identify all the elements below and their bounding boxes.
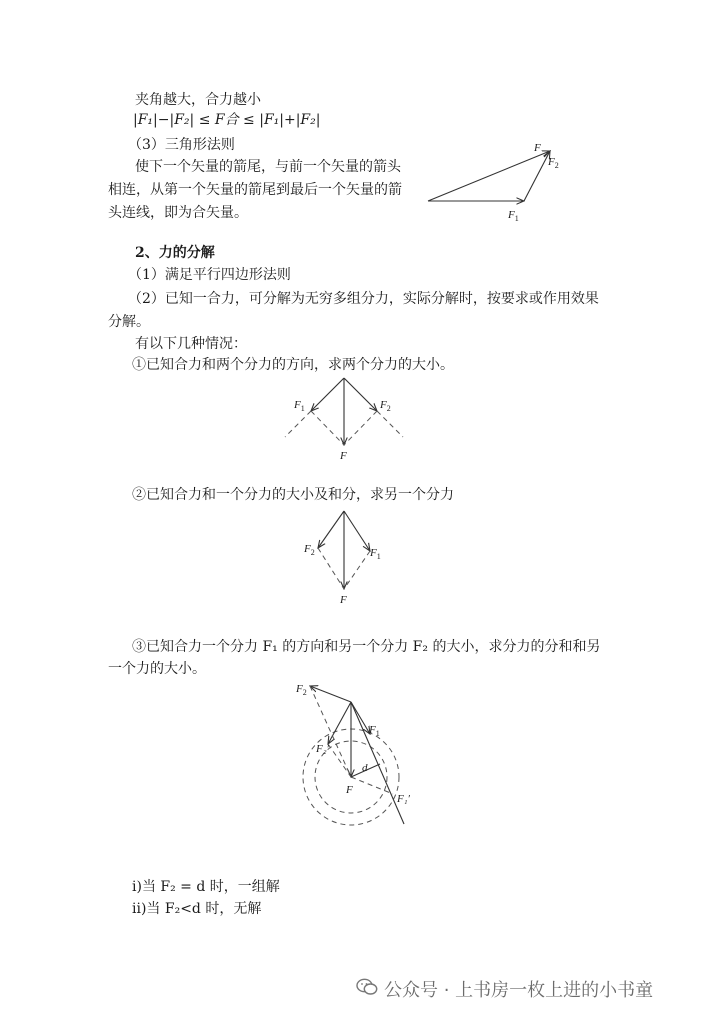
case3-figure: [290, 676, 430, 846]
text-case-2: ②已知合力和一个分力的大小及和分，求另一个分力: [132, 487, 454, 503]
wechat-icon: [356, 978, 378, 996]
vector-F2-prime-arrow: [328, 702, 351, 744]
vector-F2-arrow: [344, 378, 377, 411]
text-condition-i: i)当 F₂ = d 时，一组解: [132, 879, 280, 895]
label-F1: $F_1$: [294, 399, 305, 413]
label-F: F: [340, 450, 347, 462]
label-d: d: [362, 762, 368, 774]
text-item-2-line-1: （2）已知一合力，可分解为无穷多组分力，实际分解时，按要求或作用效果: [128, 291, 599, 307]
text-triangle-heading: （3）三角形法则: [128, 137, 235, 153]
vector-F1-arrow: [311, 378, 344, 411]
dashed-line-mid-right: [344, 411, 377, 445]
label-F2: $F_2$: [380, 399, 391, 413]
label-F: F: [534, 142, 541, 154]
dashed-line-F2-prime: [328, 744, 351, 777]
dashed-line-left: [285, 411, 311, 437]
vector-F-arrow: [428, 151, 550, 201]
label-F1-prime: F₁′: [397, 793, 410, 805]
label-F2: $F_2$: [296, 683, 307, 697]
label-F2: $F_2$: [548, 156, 559, 170]
vector-F1-arrow: [344, 511, 370, 551]
triangle-rule-figure: [420, 138, 580, 228]
dashed-line-right: [344, 551, 370, 589]
label-F1: $F_1$: [369, 724, 380, 738]
label-F2: $F_2$: [304, 543, 315, 557]
text-case-3-line-2: 一个力的大小。: [108, 661, 206, 677]
text-formula: |F₁|−|F₂| ≤ F合 ≤ |F₁|+|F₂|: [133, 112, 321, 128]
dashed-line-right: [377, 411, 403, 437]
text-angle-rule: 夹角越大，合力越小: [135, 92, 261, 108]
vector-F2-arrow: [524, 151, 550, 201]
text-cases-intro: 有以下几种情况：: [135, 336, 247, 352]
vector-F2-arrow: [310, 686, 351, 702]
label-F1: $F_1$: [508, 209, 519, 223]
label-F2-prime: F₂′: [316, 743, 329, 755]
text-case-3-line-1: ③已知合力一个分力 F₁ 的方向和另一个分力 F₂ 的大小，求分力的分和和另: [132, 639, 601, 655]
text-triangle-desc-3: 头连线，即为合矢量。: [108, 205, 248, 221]
text-case-1: ①已知合力和两个分力的方向，求两个分力的大小。: [132, 357, 454, 373]
dashed-line-left: [318, 548, 344, 589]
text-item-2-line-2: 分解。: [108, 314, 150, 330]
text-condition-ii: ii)当 F₂<d 时，无解: [132, 901, 262, 917]
text-triangle-desc-2: 相连，从第一个矢量的箭尾到最后一个矢量的箭: [108, 182, 402, 198]
label-F: F: [340, 594, 347, 606]
vector-F2-arrow: [318, 511, 344, 548]
text-item-1: （1）满足平行四边形法则: [128, 267, 291, 283]
label-F: F: [346, 784, 353, 796]
dashed-line-mid-left: [311, 411, 344, 445]
case1-figure: [280, 375, 410, 465]
label-F1: $F_1$: [370, 547, 381, 561]
case2-figure: [300, 506, 390, 606]
text-triangle-desc-1: 使下一个矢量的箭尾，与前一个矢量的箭头: [135, 159, 401, 175]
watermark-text: 公众号 · 上书房一枚上进的小书童: [384, 980, 654, 1001]
heading-force-decomposition: 2、力的分解: [135, 245, 215, 261]
F1-direction-line: [351, 702, 404, 824]
